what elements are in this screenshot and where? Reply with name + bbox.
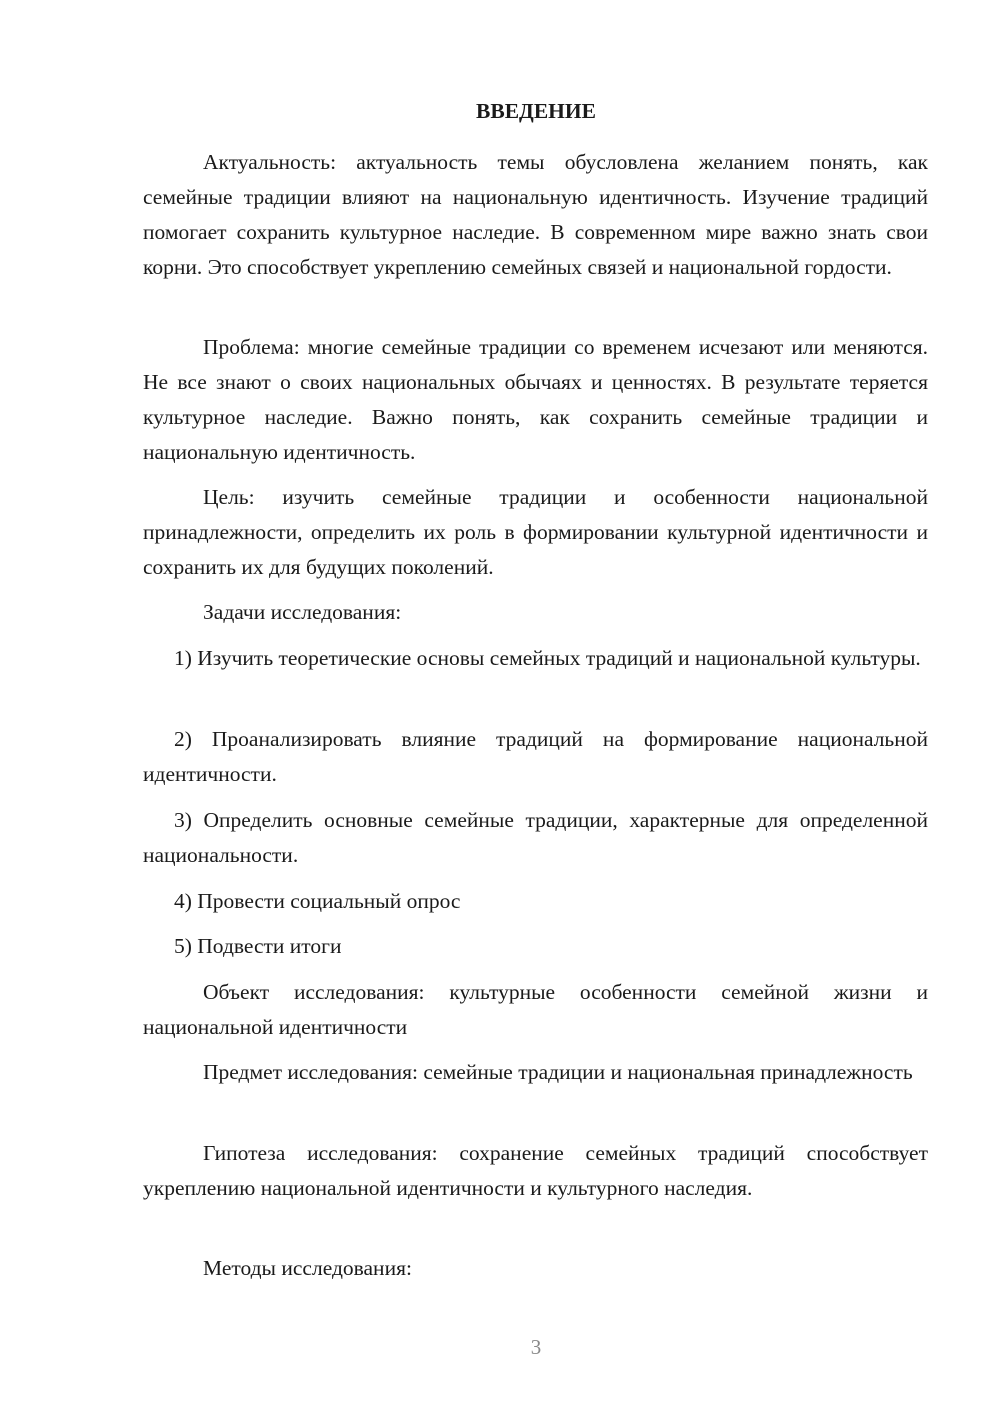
object-paragraph: Объект исследования: культурные особенности семейной жизни и национальной идентичности xyxy=(143,980,928,1039)
problem-paragraph: Проблема: многие семейные традиции со временем исчезают или меняются. Не все знают о своих национальных обычаях и ценностях. В результате теряется культурное наследие. Важно понять, как сохранить семейные традиции и национальную идентичность. xyxy=(143,335,928,464)
page-number: 3 xyxy=(530,1335,542,1359)
hypothesis-paragraph: Гипотеза исследования: сохранение семейных традиций способствует укреплению национальной идентичности и культурного наследия. xyxy=(143,1141,928,1200)
page-heading: ВВЕДЕНИЕ xyxy=(476,99,596,123)
subject-paragraph: Предмет исследования: семейные традиции и национальная принадлежность xyxy=(203,1060,913,1084)
tasks-title: Задачи исследования: xyxy=(203,600,402,624)
task-item-4: 4) Провести социальный опрос xyxy=(174,889,461,913)
methods-title: Методы исследования: xyxy=(203,1256,412,1280)
goal-paragraph: Цель: изучить семейные традиции и особенности национальной принадлежности, определить их роль в формировании культурной идентичности и сохранить их для будущих поколений. xyxy=(143,485,928,579)
relevance-paragraph: Актуальность: актуальность темы обусловлена желанием понять, как семейные традиции влияют на национальную идентичность. Изучение традиций помогает сохранить культурное наследие. В современном мире важно знать свои корни. Это способствует укреплению семейных связей и национальной гордости. xyxy=(143,150,928,279)
task-item-3: 3) Определить основные семейные традиции, характерные для определенной национальности. xyxy=(143,808,928,867)
task-item-5: 5) Подвести итоги xyxy=(174,934,342,958)
task-item-2: 2) Проанализировать влияние традиций на формирование национальной идентичности. xyxy=(143,727,928,786)
task-item-1: 1) Изучить теоретические основы семейных традиций и национальной культуры. xyxy=(174,646,921,670)
